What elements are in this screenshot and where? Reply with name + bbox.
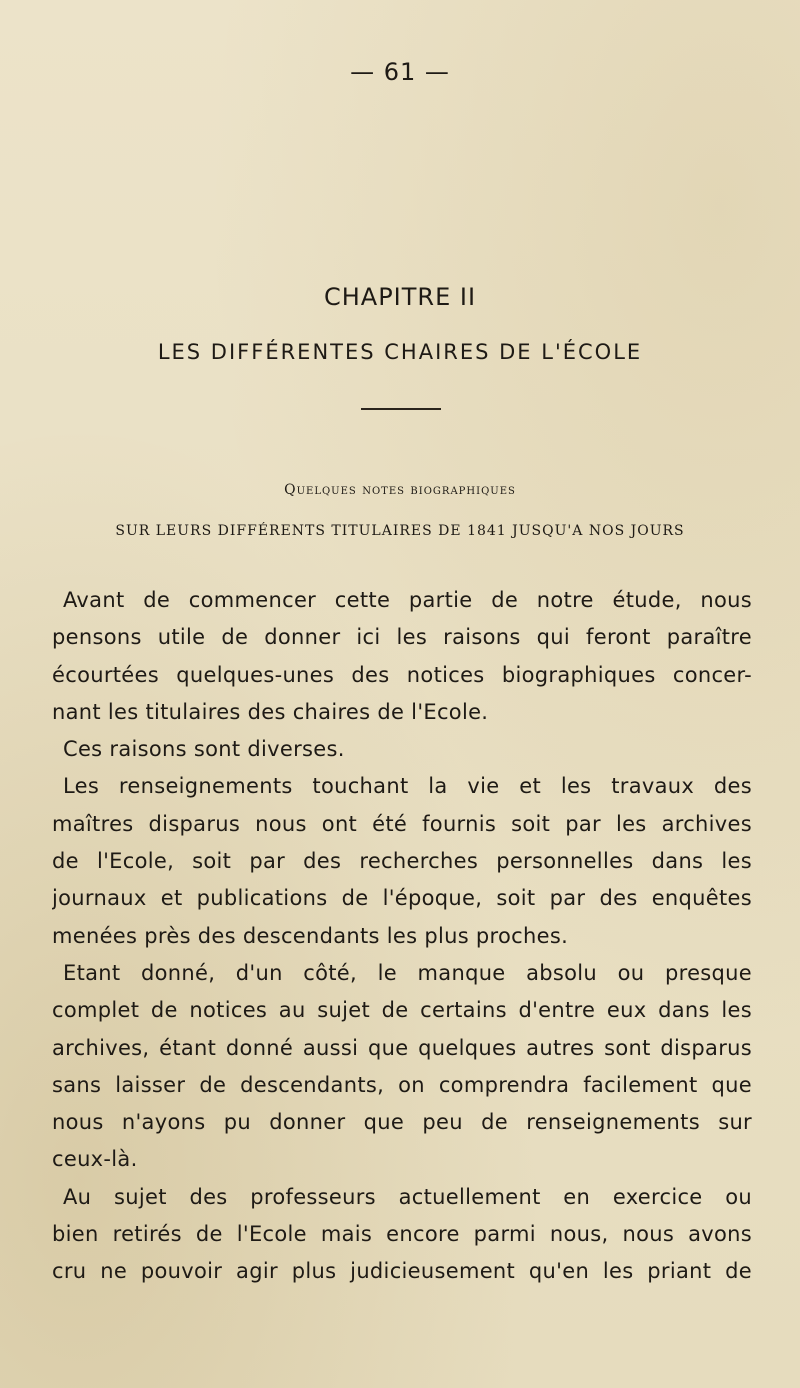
body-line: de l'Ecole, soit par des recherches personnelles dans les: [52, 849, 752, 874]
body-line: ceux-là.: [52, 1147, 138, 1172]
subtitle-line-1: Quelques notes biographiques: [284, 482, 516, 498]
page-number: — 61 —: [350, 58, 450, 86]
title-rule: [361, 408, 441, 410]
body-text: [52, 582, 752, 1291]
body-line: pensons utile de donner ici les raisons qui feront paraître: [52, 625, 752, 650]
body-line: Les renseignements touchant la vie et les travaux des: [63, 774, 752, 799]
body-line: journaux et publications de l'époque, soit par des enquêtes: [52, 886, 752, 911]
body-line: Au sujet des professeurs actuellement en exercice ou: [63, 1184, 752, 1209]
body-line: écourtées quelques-unes des notices biographiques concer-: [52, 662, 752, 687]
body-line: archives, étant donné aussi que quelques autres sont disparus: [52, 1035, 752, 1060]
body-line: nant les titulaires des chaires de l'Ecole.: [52, 699, 489, 724]
subtitle-line-2: SUR LEURS DIFFÉRENTS TITULAIRES DE 1841 JUSQU'A NOS JOURS: [115, 523, 685, 539]
body-line: Ces raisons sont diverses.: [63, 737, 345, 762]
body-line: maîtres disparus nous ont été fournis soit par les archives: [52, 811, 752, 836]
body-line: Etant donné, d'un côté, le manque absolu ou presque: [63, 960, 752, 985]
chapter-title: CHAPITRE II: [323, 283, 477, 311]
body-line: menées près des descendants les plus proches.: [52, 923, 569, 948]
body-line: Avant de commencer cette partie de notre étude, nous: [63, 588, 752, 612]
section-title: LES DIFFÉRENTES CHAIRES DE L'ÉCOLE: [157, 340, 643, 364]
body-line: sans laisser de descendants, on comprendra facilement que: [52, 1072, 752, 1097]
body-line: complet de notices au sujet de certains d'entre eux dans les: [52, 998, 752, 1023]
body-line: cru ne pouvoir agir plus judicieusement qu'en les priant de: [52, 1259, 752, 1284]
body-line: bien retirés de l'Ecole mais encore parmi nous, nous avons: [52, 1222, 752, 1247]
body-line: nous n'ayons pu donner que peu de renseignements sur: [52, 1110, 752, 1135]
